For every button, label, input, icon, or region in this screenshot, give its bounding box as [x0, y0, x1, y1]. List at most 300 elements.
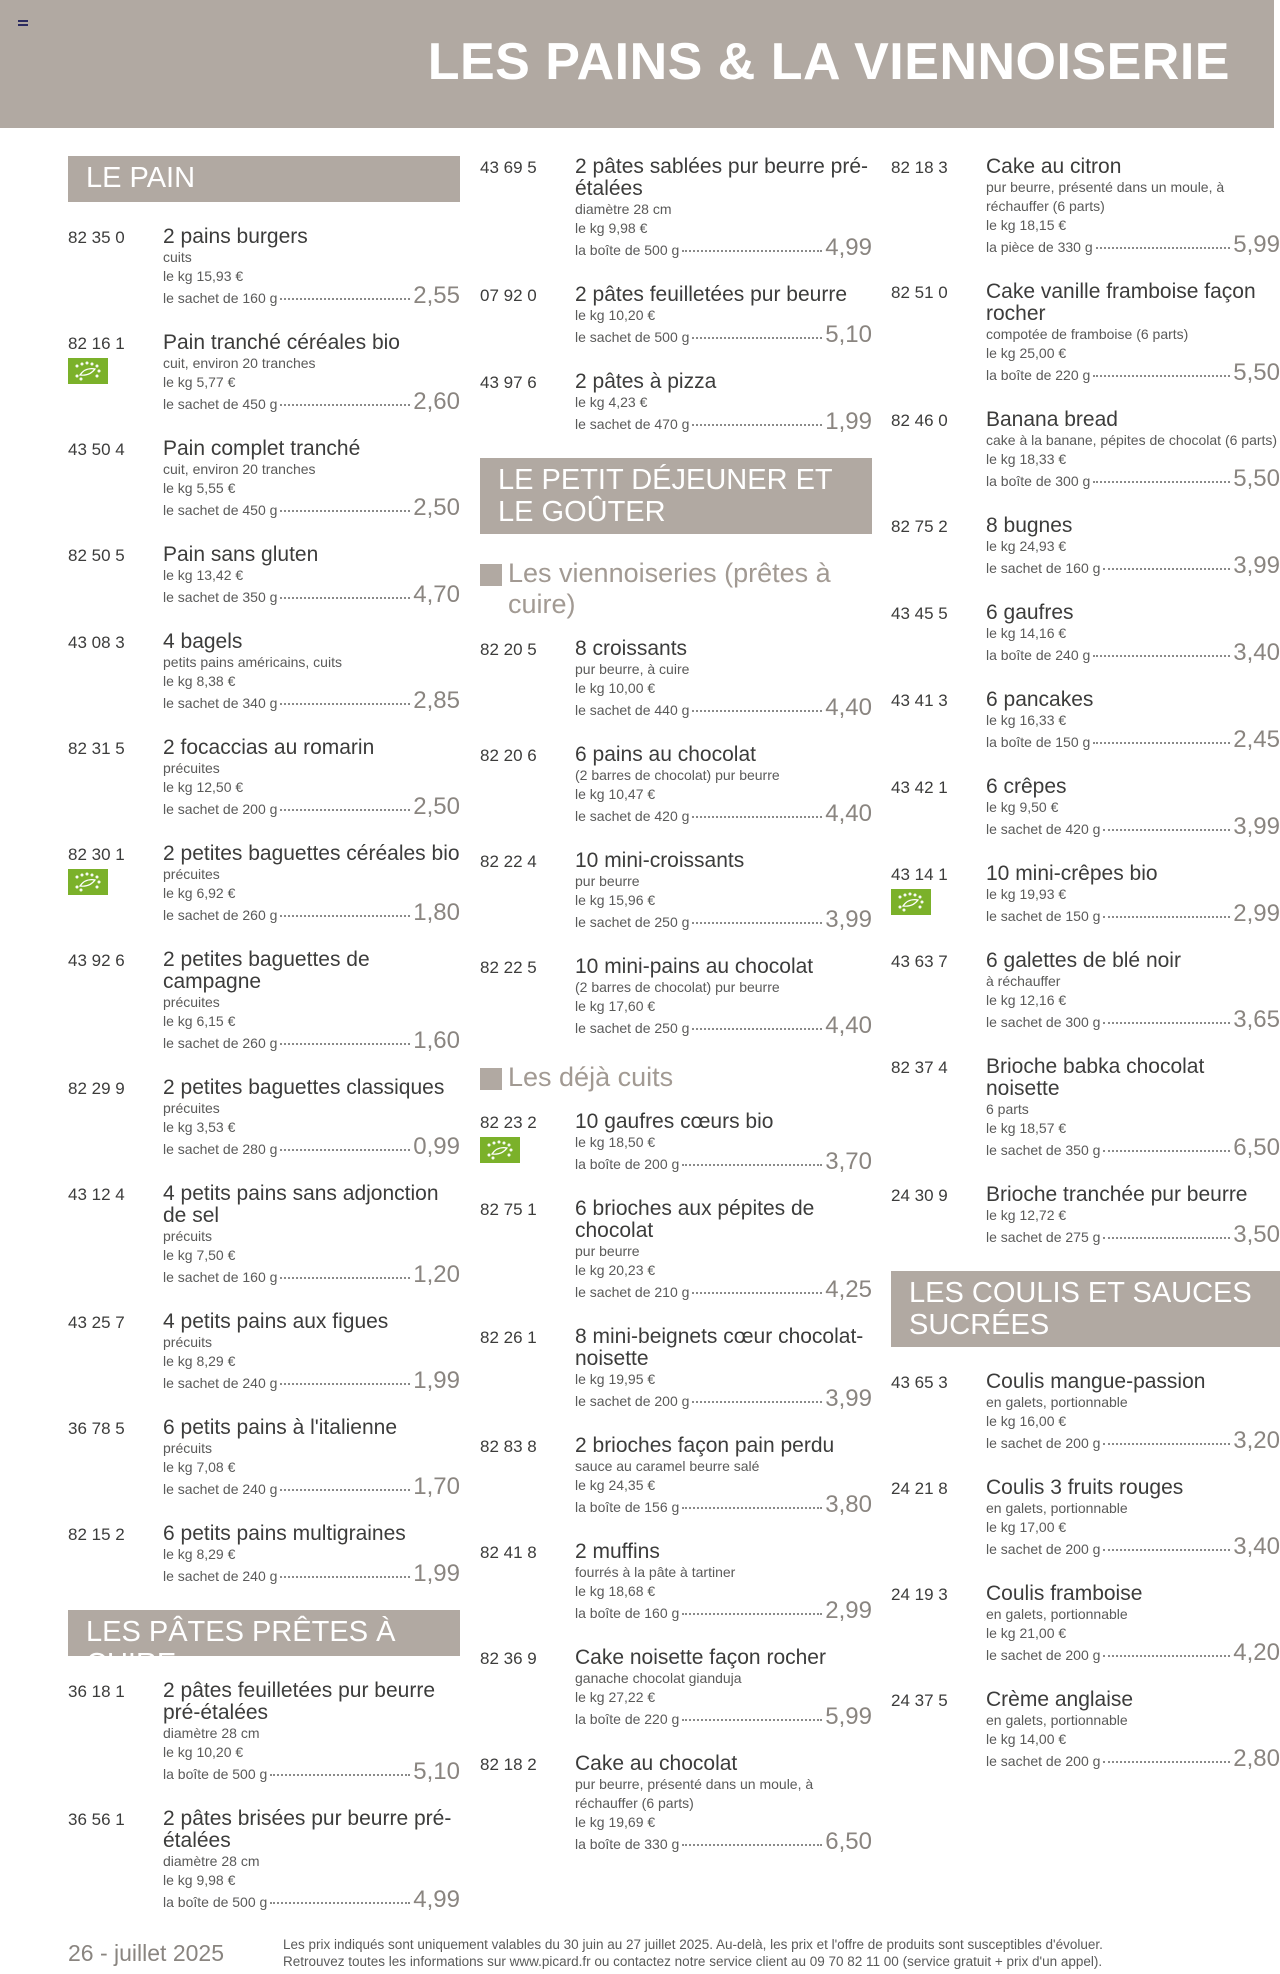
product-price: 4,20 [1233, 1639, 1280, 1666]
product-price: 0,99 [413, 1133, 460, 1160]
product-code: 82 83 8 [480, 1437, 537, 1456]
product-name: 2 petites baguettes classiques [163, 1076, 445, 1099]
product-description: en galets, portionnable [986, 1712, 1128, 1728]
product-item [480, 1647, 872, 1729]
product-price: 6,50 [1233, 1134, 1280, 1161]
product-item [68, 1183, 460, 1287]
price-line [163, 687, 460, 714]
product-price: 2,45 [1233, 726, 1280, 753]
product-description: pur beurre [575, 1243, 640, 1259]
product-code: 82 29 9 [68, 1079, 125, 1098]
product-price: 1,60 [413, 1027, 460, 1054]
package-size: le sachet de 150 g [986, 908, 1101, 924]
product-item [480, 371, 872, 434]
package-size: la boîte de 300 g [986, 473, 1091, 489]
product-price: 2,80 [1233, 1745, 1280, 1772]
price-line [163, 1560, 460, 1587]
price-per-kg: le kg 4,23 € [575, 394, 648, 410]
product-item [68, 1077, 460, 1159]
product-name: Cake noisette façon rocher [575, 1646, 826, 1669]
product-price: 3,65 [1233, 1006, 1280, 1033]
product-name: 2 focaccias au romarin [163, 736, 375, 759]
dotted-leader [682, 1613, 822, 1615]
price-per-kg: le kg 18,33 € [986, 451, 1067, 467]
dotted-leader [1103, 1150, 1230, 1152]
price-per-kg: le kg 21,00 € [986, 1625, 1067, 1641]
product-item [68, 226, 460, 308]
dotted-leader [1103, 916, 1230, 918]
product-price: 2,55 [413, 282, 460, 309]
price-per-kg: le kg 8,29 € [163, 1353, 236, 1369]
dotted-leader [692, 337, 822, 339]
price-per-kg: le kg 14,00 € [986, 1731, 1067, 1747]
product-description: diamètre 28 cm [575, 201, 672, 217]
product-name: 10 mini-croissants [575, 849, 745, 872]
dotted-leader [1096, 247, 1231, 249]
dotted-leader [280, 1576, 410, 1578]
price-line [986, 1533, 1280, 1560]
package-size: le sachet de 200 g [163, 801, 278, 817]
product-price: 1,99 [825, 408, 872, 435]
price-line [575, 1703, 872, 1730]
package-size: le sachet de 440 g [575, 702, 690, 718]
package-size: la boîte de 500 g [575, 242, 680, 258]
product-price: 4,40 [825, 694, 872, 721]
product-name: 6 brioches aux pépites de chocolat [575, 1197, 815, 1242]
product-description: pur beurre [575, 873, 640, 889]
product-item [480, 638, 872, 720]
product-price: 4,70 [413, 581, 460, 608]
product-code: 82 51 0 [891, 283, 948, 302]
price-per-kg: le kg 24,35 € [575, 1477, 656, 1493]
dotted-leader [692, 424, 822, 426]
page-header [0, 0, 1274, 128]
product-description: diamètre 28 cm [163, 1853, 260, 1869]
product-code: 43 65 3 [891, 1373, 948, 1392]
dotted-leader [1103, 1761, 1230, 1763]
product-name: 4 petits pains sans adjonction de sel [163, 1182, 439, 1227]
product-price: 3,99 [825, 1385, 872, 1412]
price-per-kg: le kg 3,53 € [163, 1119, 236, 1135]
product-name: 2 pâtes à pizza [575, 370, 717, 393]
price-line [986, 465, 1280, 492]
product-name: Pain sans gluten [163, 543, 319, 566]
price-per-kg: le kg 8,29 € [163, 1546, 236, 1562]
product-price: 3,99 [1233, 813, 1280, 840]
product-item [891, 1371, 1280, 1453]
dotted-leader [280, 1383, 410, 1385]
product-name: 2 pains burgers [163, 225, 308, 248]
product-description: en galets, portionnable [986, 1394, 1128, 1410]
dotted-leader [280, 809, 410, 811]
product-code: 43 45 5 [891, 604, 948, 623]
price-per-kg: le kg 9,98 € [575, 220, 648, 236]
price-line [163, 793, 460, 820]
product-price: 2,99 [825, 1597, 872, 1624]
dotted-leader [280, 1489, 410, 1491]
dotted-leader [1093, 481, 1230, 483]
product-name: Crème anglaise [986, 1688, 1134, 1711]
footer-note-line: Les prix indiqués sont uniquement valables du 30 juin au 27 juillet 2025. Au-delà, les prix et l'offre de produits sont susceptibles d'évoluer. [283, 1937, 1103, 1952]
price-per-kg: le kg 15,93 € [163, 268, 244, 284]
price-line [986, 900, 1280, 927]
product-item [891, 1477, 1280, 1559]
product-code: 43 50 4 [68, 440, 125, 459]
package-size: le sachet de 275 g [986, 1229, 1101, 1245]
price-line [575, 1276, 872, 1303]
product-description: petits pains américains, cuits [163, 654, 342, 670]
package-size: le sachet de 420 g [986, 821, 1101, 837]
price-line [163, 1261, 460, 1288]
price-line [163, 581, 460, 608]
package-size: le sachet de 260 g [163, 907, 278, 923]
product-code: 82 75 2 [891, 517, 948, 536]
product-item [68, 1417, 460, 1499]
price-line [986, 1221, 1280, 1248]
dotted-leader [692, 1292, 822, 1294]
product-description: 6 parts [986, 1101, 1029, 1117]
product-name: 6 gaufres [986, 601, 1074, 624]
product-name: 6 crêpes [986, 775, 1067, 798]
product-name: 10 mini-pains au chocolat [575, 955, 814, 978]
dotted-leader [280, 1277, 410, 1279]
price-line [986, 231, 1280, 258]
dotted-leader [280, 703, 410, 705]
price-line [575, 906, 872, 933]
product-code: 82 20 5 [480, 640, 537, 659]
price-per-kg: le kg 7,50 € [163, 1247, 236, 1263]
product-description: compotée de framboise (6 parts) [986, 326, 1189, 342]
price-per-kg: le kg 17,60 € [575, 998, 656, 1014]
product-name: Cake vanille framboise façon rocher [986, 280, 1256, 325]
package-size: le sachet de 210 g [575, 1284, 690, 1300]
product-description: à réchauffer [986, 973, 1061, 989]
product-code: 43 14 1 [891, 865, 948, 884]
product-name: 6 petits pains multigraines [163, 1522, 406, 1545]
product-item [891, 689, 1280, 752]
package-size: le sachet de 200 g [986, 1753, 1101, 1769]
price-line [575, 1385, 872, 1412]
price-line [163, 1027, 460, 1054]
price-line [163, 1367, 460, 1394]
product-price: 3,70 [825, 1148, 872, 1175]
product-item [480, 1198, 872, 1302]
product-name: 2 pâtes feuilletées pur beurre pré-étalées [163, 1679, 436, 1724]
product-item [480, 744, 872, 826]
product-price: 5,99 [1233, 231, 1280, 258]
product-name: 6 galettes de blé noir [986, 949, 1181, 972]
footer-note-line: Retrouvez toutes les informations sur www.picard.fr ou contactez notre service client au 09 70 82 11 00 (service gratuit + prix d'un appel). [283, 1954, 1103, 1969]
package-size: le sachet de 340 g [163, 695, 278, 711]
price-line [163, 494, 460, 521]
product-price: 3,20 [1233, 1427, 1280, 1454]
product-item [891, 1184, 1280, 1247]
price-per-kg: le kg 18,57 € [986, 1120, 1067, 1136]
product-name: 10 gaufres cœurs bio [575, 1110, 774, 1133]
product-description: cuits [163, 249, 192, 265]
dotted-leader [692, 1401, 822, 1403]
price-per-kg: le kg 12,50 € [163, 779, 244, 795]
product-code: 82 46 0 [891, 411, 948, 430]
product-item [480, 1541, 872, 1623]
package-size: le sachet de 200 g [575, 1393, 690, 1409]
column-left [68, 156, 460, 1936]
product-description: précuits [163, 1440, 213, 1456]
product-price: 5,10 [825, 321, 872, 348]
package-size: le sachet de 240 g [163, 1375, 278, 1391]
price-per-kg: le kg 19,93 € [986, 886, 1067, 902]
package-size: le sachet de 450 g [163, 502, 278, 518]
price-per-kg: le kg 9,50 € [986, 799, 1059, 815]
price-per-kg: le kg 18,50 € [575, 1134, 656, 1150]
product-item [891, 156, 1280, 257]
product-code: 82 20 6 [480, 746, 537, 765]
dotted-leader [280, 1149, 410, 1151]
package-size: le sachet de 250 g [575, 914, 690, 930]
price-line [575, 1597, 872, 1624]
package-size: la boîte de 160 g [575, 1605, 680, 1621]
product-code: 43 42 1 [891, 778, 948, 797]
product-item [68, 631, 460, 713]
product-item [480, 1326, 872, 1411]
product-code: 24 30 9 [891, 1186, 948, 1205]
dotted-leader [682, 1507, 822, 1509]
product-name: Cake au chocolat [575, 1752, 738, 1775]
product-price: 5,50 [1233, 359, 1280, 386]
product-code: 43 41 3 [891, 691, 948, 710]
product-price: 6,50 [825, 1828, 872, 1855]
dotted-leader [270, 1902, 410, 1904]
price-line [575, 694, 872, 721]
price-line [986, 639, 1280, 666]
product-code: 24 19 3 [891, 1585, 948, 1604]
price-line [986, 813, 1280, 840]
price-per-kg: le kg 19,69 € [575, 1814, 656, 1830]
product-description: pur beurre, présenté dans un moule, à réchauffer (6 parts) [575, 1776, 814, 1811]
dotted-leader [280, 915, 410, 917]
product-code: 43 97 6 [480, 373, 537, 392]
price-line [986, 1639, 1280, 1666]
product-price: 3,50 [1233, 1221, 1280, 1248]
price-per-kg: le kg 20,23 € [575, 1262, 656, 1278]
package-size: le sachet de 160 g [163, 1269, 278, 1285]
dotted-leader [280, 510, 410, 512]
dotted-leader [1103, 1237, 1230, 1239]
dotted-leader [1103, 1655, 1230, 1657]
organic-leaf-icon [480, 1137, 520, 1163]
product-item [68, 1808, 460, 1912]
product-item [891, 409, 1280, 491]
price-line [986, 1134, 1280, 1161]
product-name: 2 pâtes feuilletées pur beurre [575, 283, 848, 306]
product-code: 82 35 0 [68, 228, 125, 247]
product-code: 82 22 4 [480, 852, 537, 871]
product-code: 82 22 5 [480, 958, 537, 977]
price-per-kg: le kg 6,92 € [163, 885, 236, 901]
product-price: 5,99 [825, 1703, 872, 1730]
price-per-kg: le kg 10,20 € [575, 307, 656, 323]
dotted-leader [1103, 1549, 1230, 1551]
product-code: 36 18 1 [68, 1682, 125, 1701]
price-per-kg: le kg 24,93 € [986, 538, 1067, 554]
dotted-leader [682, 250, 822, 252]
product-code: 82 50 5 [68, 546, 125, 565]
product-item [891, 950, 1280, 1032]
package-size: le sachet de 350 g [163, 589, 278, 605]
price-per-kg: le kg 9,98 € [163, 1872, 236, 1888]
product-code: 43 25 7 [68, 1313, 125, 1332]
product-price: 1,99 [413, 1560, 460, 1587]
product-name: Coulis 3 fruits rouges [986, 1476, 1184, 1499]
product-price: 3,80 [825, 1491, 872, 1518]
product-code: 82 36 9 [480, 1649, 537, 1668]
product-item [891, 863, 1280, 926]
product-name: 4 bagels [163, 630, 243, 653]
price-per-kg: le kg 18,68 € [575, 1583, 656, 1599]
product-item [68, 1311, 460, 1393]
product-price: 5,10 [413, 1758, 460, 1785]
dotted-leader [280, 404, 410, 406]
price-line [986, 726, 1280, 753]
dotted-leader [692, 1028, 822, 1030]
package-size: la boîte de 500 g [163, 1766, 268, 1782]
package-size: le sachet de 200 g [986, 1435, 1101, 1451]
product-item [891, 281, 1280, 385]
price-line [163, 388, 460, 415]
package-size: la boîte de 220 g [986, 367, 1091, 383]
package-size: la boîte de 220 g [575, 1711, 680, 1727]
product-description: précuits [163, 1228, 213, 1244]
subsection-title: Les viennoiseries (prêtes à cuire) [508, 558, 831, 619]
product-name: Pain tranché céréales bio [163, 331, 400, 354]
product-code: 82 26 1 [480, 1328, 537, 1347]
package-size: la boîte de 156 g [575, 1499, 680, 1515]
organic-leaf-icon [68, 869, 108, 895]
price-per-kg: le kg 10,20 € [163, 1744, 244, 1760]
flag-icon [18, 20, 28, 26]
product-description: diamètre 28 cm [163, 1725, 260, 1741]
product-item [68, 332, 460, 414]
product-name: 2 pâtes sablées pur beurre pré-étalées [575, 155, 869, 200]
package-size: le sachet de 420 g [575, 808, 690, 824]
package-size: la boîte de 240 g [986, 647, 1091, 663]
product-name: 6 pains au chocolat [575, 743, 756, 766]
product-code: 24 21 8 [891, 1479, 948, 1498]
package-size: le sachet de 200 g [986, 1541, 1101, 1557]
product-name: 4 petits pains aux figues [163, 1310, 389, 1333]
product-code: 82 18 2 [480, 1755, 537, 1774]
square-bullet-icon [480, 1068, 502, 1090]
product-description: en galets, portionnable [986, 1606, 1128, 1622]
package-size: le sachet de 280 g [163, 1141, 278, 1157]
product-price: 1,70 [413, 1473, 460, 1500]
dotted-leader [682, 1164, 822, 1166]
product-item [480, 156, 872, 260]
section-header: LES PÂTES PRÊTES À CUIRE [68, 1610, 460, 1656]
dotted-leader [280, 1043, 410, 1045]
dotted-leader [682, 1844, 822, 1846]
price-per-kg: le kg 7,08 € [163, 1459, 236, 1475]
product-item [891, 515, 1280, 578]
dotted-leader [1103, 1022, 1230, 1024]
price-per-kg: le kg 10,47 € [575, 786, 656, 802]
product-name: 8 bugnes [986, 514, 1073, 537]
product-name: 2 petites baguettes de campagne [163, 948, 370, 993]
product-name: Brioche babka chocolat noisette [986, 1055, 1205, 1100]
dotted-leader [270, 1774, 410, 1776]
package-size: le sachet de 350 g [986, 1142, 1101, 1158]
product-name: 2 brioches façon pain perdu [575, 1434, 835, 1457]
subsection-title: Les déjà cuits [508, 1062, 674, 1092]
product-price: 4,99 [825, 234, 872, 261]
product-name: 2 pâtes brisées pur beurre pré-étalées [163, 1807, 452, 1852]
product-name: 10 mini-crêpes bio [986, 862, 1158, 885]
product-name: Coulis mangue-passion [986, 1370, 1206, 1393]
organic-leaf-icon [891, 889, 931, 915]
price-per-kg: le kg 13,42 € [163, 567, 244, 583]
product-description: précuites [163, 760, 220, 776]
price-line [575, 408, 872, 435]
dotted-leader [1093, 655, 1230, 657]
dotted-leader [280, 597, 410, 599]
product-code: 36 78 5 [68, 1419, 125, 1438]
product-code: 82 31 5 [68, 739, 125, 758]
product-price: 3,40 [1233, 639, 1280, 666]
product-code: 82 18 3 [891, 158, 948, 177]
product-name: 2 muffins [575, 1540, 660, 1563]
price-line [163, 899, 460, 926]
product-code: 43 69 5 [480, 158, 537, 177]
product-description: pur beurre, présenté dans un moule, à réchauffer (6 parts) [986, 179, 1225, 214]
price-line [575, 1148, 872, 1175]
product-description: précuites [163, 1100, 220, 1116]
package-size: le sachet de 500 g [575, 329, 690, 345]
product-price: 4,40 [825, 800, 872, 827]
product-name: Cake au citron [986, 155, 1122, 178]
price-line [163, 1758, 460, 1785]
price-line [986, 1006, 1280, 1033]
price-line [986, 359, 1280, 386]
package-size: le sachet de 160 g [163, 290, 278, 306]
product-description: (2 barres de chocolat) pur beurre [575, 767, 780, 783]
price-per-kg: le kg 18,15 € [986, 217, 1067, 233]
package-size: la boîte de 150 g [986, 734, 1091, 750]
product-item [68, 1680, 460, 1784]
square-bullet-icon [480, 564, 502, 586]
dotted-leader [1093, 742, 1230, 744]
product-item [68, 843, 460, 925]
package-size: le sachet de 240 g [163, 1481, 278, 1497]
section-header: LE PAIN [68, 156, 460, 202]
product-price: 1,20 [413, 1261, 460, 1288]
price-per-kg: le kg 16,00 € [986, 1413, 1067, 1429]
package-size: la pièce de 330 g [986, 239, 1093, 255]
column-right [891, 156, 1280, 1795]
product-item [68, 1523, 460, 1586]
product-item [68, 737, 460, 819]
product-item [480, 1111, 872, 1174]
price-line [575, 234, 872, 261]
price-line [163, 282, 460, 309]
product-name: Pain complet tranché [163, 437, 361, 460]
product-name: 8 croissants [575, 637, 688, 660]
product-price: 5,50 [1233, 465, 1280, 492]
product-code: 82 16 1 [68, 334, 125, 353]
product-price: 4,40 [825, 1012, 872, 1039]
product-code: 43 92 6 [68, 951, 125, 970]
product-name: Brioche tranchée pur beurre [986, 1183, 1248, 1206]
product-price: 3,99 [825, 906, 872, 933]
